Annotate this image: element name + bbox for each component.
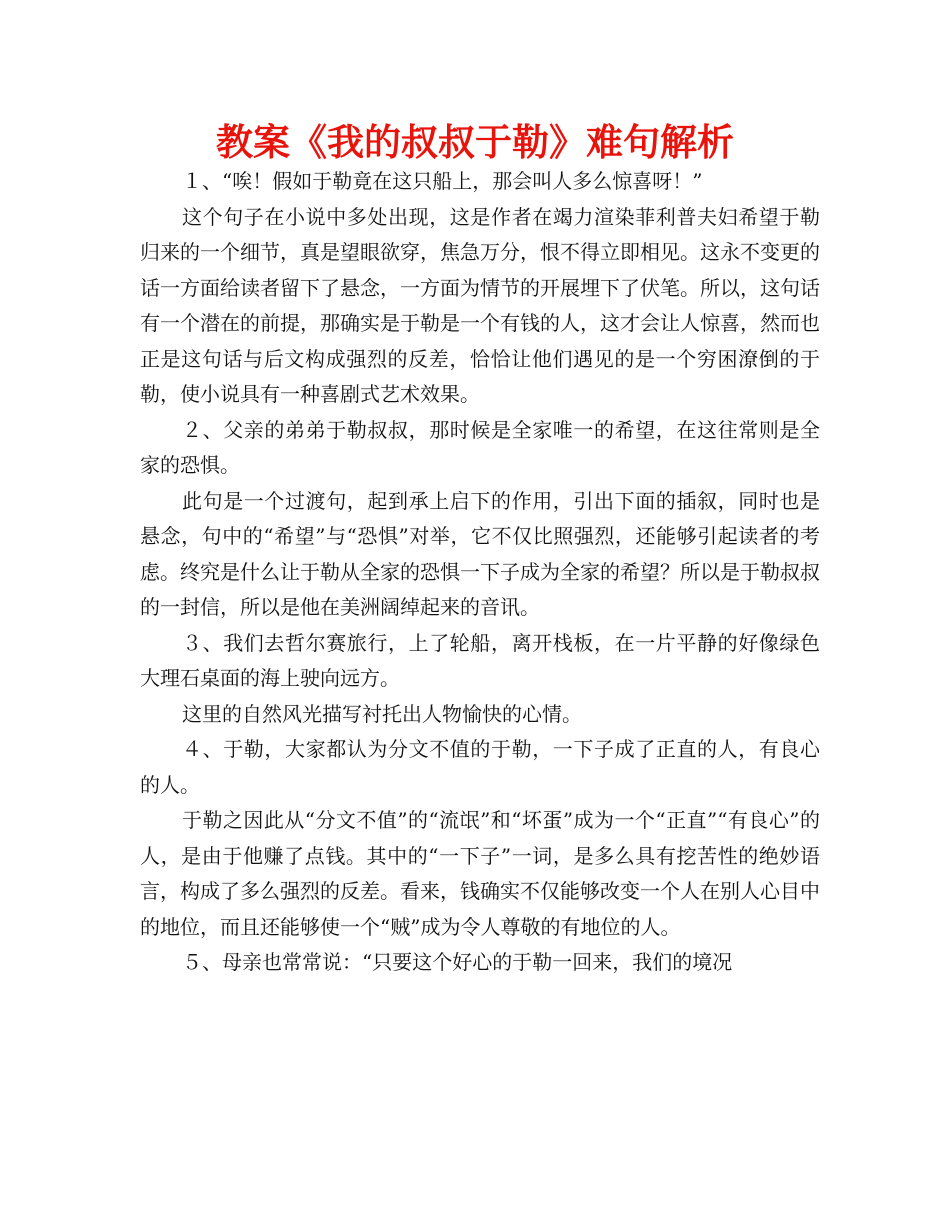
paragraph-sentence-5: ５、母亲也常常说：“只要这个好心的于勒一回来，我们的境况 <box>182 950 733 974</box>
paragraph-sentence-4: ４、于勒，大家都认为分文不值的于勒，一下子成了正直的人，有良心的人。 <box>140 737 820 797</box>
paragraph-analysis-4: 于勒之因此从“分文不值”的“流氓”和“坏蛋”成为一个“正直”“有良心”的人，是由于他赚了点钱。其中的“一下子”一词，是多么具有挖苦性的绝妙语言，构成了多么强烈的反差。看来，钱确实不仅能够改变一个人在别人心目中的地位，而且还能够使一个“贼”成为令人尊敬的有地位的人。 <box>140 808 820 939</box>
document-body <box>140 164 820 981</box>
document-title: 教案《我的叔叔于勒》难句解析 <box>216 121 734 164</box>
paragraph-sentence-3: ３、我们去哲尔赛旅行，上了轮船，离开栈板，在一片平静的好像绿色大理石桌面的海上驶向远方。 <box>140 630 820 690</box>
paragraph-analysis-3: 这里的自然风光描写衬托出人物愉快的心情。 <box>182 701 582 726</box>
paragraph-analysis-1: 这个句子在小说中多处出现，这是作者在竭力渲染菲利普夫妇希望于勒归来的一个细节，真是望眼欲穿，焦急万分，恨不得立即相见。这永不变更的话一方面给读者留下了悬念，一方面为情节的开展埋下了伏笔。所以，这句话有一个潜在的前提，那确实是于勒是一个有钱的人，这才会让人惊喜，然而也正是这句话与后文构成强烈的反差，恰恰让他们遇见的是一个穷困潦倒的于勒，使小说具有一种喜剧式艺术效果。 <box>140 204 820 406</box>
paragraph-sentence-2: ２、父亲的弟弟于勒叔叔，那时候是全家唯一的希望，在这往常则是全家的恐惧。 <box>140 417 820 477</box>
paragraph-analysis-2: 此句是一个过渡句，起到承上启下的作用，引出下面的插叙，同时也是悬念，句中的“希望”与“恐惧”对举，它不仅比照强烈，还能够引起读者的考虑。终究是什么让于勒从全家的恐惧一下子成为全家的希望？所以是于勒叔叔的一封信，所以是他在美洲阔绰起来的音讯。 <box>140 488 820 619</box>
paragraph-sentence-1: １、“唉！假如于勒竟在这只船上，那会叫人多么惊喜呀！” <box>182 169 703 193</box>
